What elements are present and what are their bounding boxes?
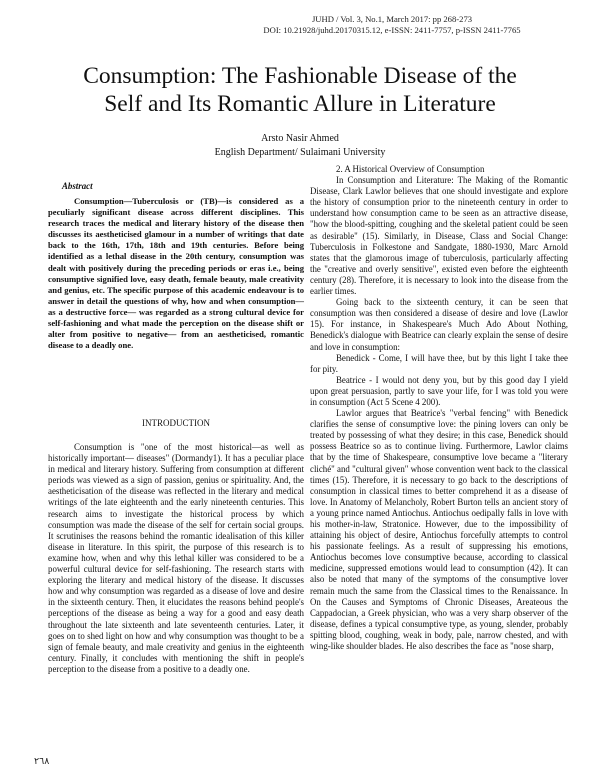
journal-doi: DOI: 10.21928/juhd.20170315.12, e-ISSN: 2411-7757, p-ISSN 2411-7765 [263, 25, 521, 35]
quote-benedick: Benedick - Come, I will have thee, but by this light I take thee for pity. [310, 352, 568, 374]
section-2-paragraph-3: Lawlor argues that Beatrice's "verbal fencing" with Benedick clarifies the sense of consumptive love: the pining lovers can only be treated by possessing of what they desire; in this case, Benedick should possess Beatrice so as to continue living. Furthermore, Lawlor claims that by the time of Shakespeare, consumptive love became a "literary cliché" and "cultural given" whose convention went back to the classical times (15). Therefore, it is necessary to go back to the descriptions of consumption in classical times to better comprehend it as a disease of love. In Anatomy of Melancholy, Robert Burton tells an ancient story of a young prince named Antiochus. Antiochus oedipally falls in love with his mother-in-law, Stratonice. However, due to the impossibility of attaining his object of desire, Antiochus forcefully attempts to control his passionate feelings. As a result of suppressing his emotions, Antiochus becomes love consumptive because, according to classical medicine, suppressed emotions would lead to consumption (42). It can also be noted that many of the symptoms of the consumptive lover remain much the same from the Classical times to the Renaissance. In On the Causes and Symptoms of Chronic Diseases, Areateous the Cappadocian, a Greek physician, who was a very sharp observer of the disease, defines a typical consumptive type, as young, slender, probably spitting blood, coughing, weak in body, pale, narrow chested, and with wing-like shoulder blades. He also describes the face as "nose sharp, [310, 408, 568, 652]
quote-beatrice: Beatrice - I would not deny you, but by this good day I yield upon great persuasion, partly to save your life, for I was told you were in consumption (Act 5 Scene 4 200). [310, 374, 568, 407]
journal-citation: JUHD / Vol. 3, No.1, March 2017: pp 268-273 [311, 14, 473, 24]
introduction-paragraph: Consumption is "one of the most historical—as well as historically important— diseases" (Dormandy1). It has a peculiar place in medical and literary history. Suffering from consumption at different periods was viewed as a sign of passion, genius or spirituality. And, the aestheticisation of the disease was reflected in the literary and medical writings of the late eighteenth and the early nineteenth centuries. This research aims to investigate the historical process by which consumption was made the disease of the self for certain social groups. It scrutinises the reasons behind the romantic idealisation of this killer disease in literature. In this spirit, the purpose of this research is to examine how, when and why this lethal killer was considered to be a powerful cultural device for self-fashioning. The research starts with exploring the literary and medical history of the disease. It discusses how and why consumption was regarded as a disease of love and desire in the sixteenth century. Then, it elucidates the reasons behind people's perceptions of the disease as being a way for a good and easy death throughout the late sixteenth and late seventeenth centuries. Later, it goes on to shed light on how and why consumption was thought to be a sign of female beauty, and male creativity and genius in the eighteenth century. Finally, it concludes with mentioning the shift in people's perception to the disease from a positive to a deadly one. [48, 442, 304, 674]
introduction-heading: INTRODUCTION [142, 418, 210, 428]
journal-header [222, 14, 562, 36]
page-number: ٢٦٨ [34, 757, 50, 767]
title-line-2: Self and Its Romantic Allure in Literature [104, 91, 496, 117]
author-affiliation: English Department/ Sulaimani University [214, 147, 386, 158]
abstract-heading: Abstract [62, 181, 93, 191]
abstract-text: Consumption—Tuberculosis or (TB)—is considered as a peculiarly significant disease across different disciplines. This research traces the medical and literary history of the disease then discusses its aestheticised glamour in a number of writings that date back to the 16th, 17th, 18th and 19th centuries. Before being identified as a lethal disease in the 20th century, consumption was dealt with positively during the preceding periods or eras i.e., being consumptive signified love, easy death, female beauty, male creativity and genius, etc. The specific purpose of this academic endeavour is to answer in detail the questions of why, how and when consumption—as a destructive force— was regarded as a strong cultural device for self-fashioning and what made the perception on the disease shift or alter from positive to negative— from an aestheticised, romantic disease to a deadly one. [48, 196, 304, 351]
author-name: Arsto Nasir Ahmed [261, 133, 339, 144]
section-2-heading: 2. A Historical Overview of Consumption [336, 164, 485, 174]
introduction-body [48, 442, 304, 675]
section-2-body [310, 164, 568, 652]
section-2-paragraph-2: Going back to the sixteenth century, it can be seen that consumption was then considered a disease of desire and love (Lawlor 15). For instance, in Shakespeare's Much Ado About Nothing, Benedick's dialogue with Beatrice can clearly explain the sense of desire and love in consumption: [310, 297, 568, 352]
paper-title [40, 62, 560, 118]
section-2-paragraph-1: In Consumption and Literature: The Making of the Romantic Disease, Clark Lawlor believes that one should investigate and explore the history of consumption prior to the nineteenth century in order to understand how consumption came to be seen as an attractive disease, "how the blood-spitting, coughing and the skeletal patient could be seen as desirable" (15). Similarly, in Disease, Class and Social Change: Tuberculosis in Folkestone and Sandgate, 1880-1930, Marc Arnold states that the glamorous image of tuberculosis, particularly affecting the "creative and overly sensitive", existed even before the eighteenth century (28). Therefore, it is necessary to look into the disease from the earlier times. [310, 175, 568, 297]
title-line-1: Consumption: The Fashionable Disease of the [83, 63, 517, 89]
